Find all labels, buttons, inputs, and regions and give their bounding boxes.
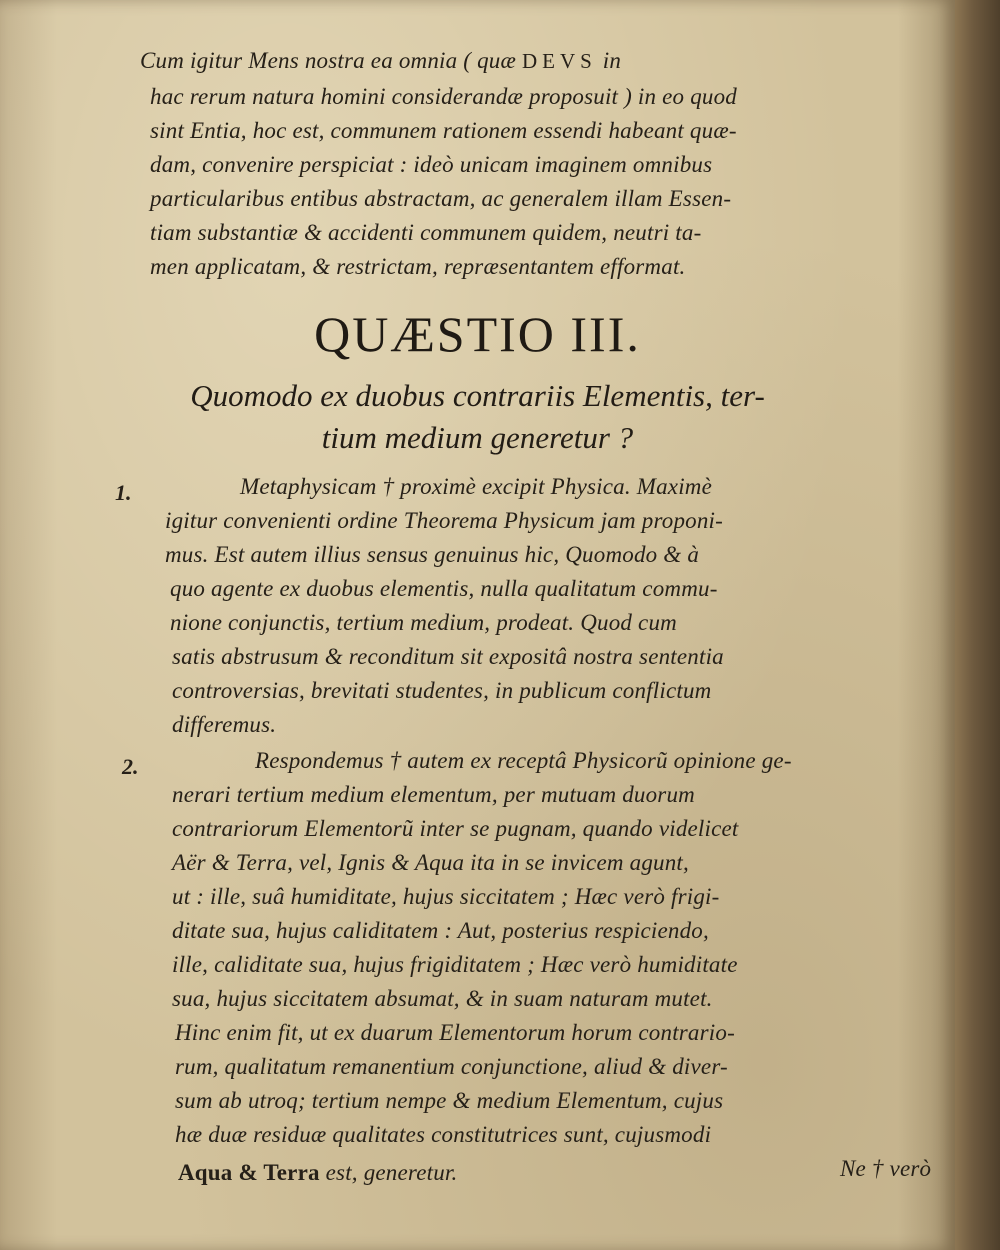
para2-line: Aër & Terra, vel, Ignis & Aqua ita in se invicem agunt, [172,850,689,875]
intro-line: sint Entia, hoc est, communem rationem essendi habeant quæ- [150,118,737,143]
para2-line: Hinc enim fit, ut ex duarum Elementorum horum contrario- [175,1020,735,1045]
para2-line: ditate sua, hujus caliditatem : Aut, posterius respiciendo, [172,918,709,943]
para2-line: ille, caliditate sua, hujus frigiditatem ; Hæc verò humiditate [172,952,738,977]
para2-line: hæ duæ residuæ qualitates constitutrices sunt, cujusmodi [175,1122,712,1147]
para2-line: sum ab utroq; tertium nempe & medium Elementum, cujus [175,1088,724,1113]
question-heading: QUÆSTIO III. [314,306,641,362]
para2-line: nerari tertium medium elementum, per mutuam duorum [172,782,695,807]
para1-line: quo agente ex duobus elementis, nulla qualitatum commu- [170,576,718,601]
para1-line: differemus. [172,712,277,737]
question-subtitle-line: tium medium generetur ? [321,420,634,455]
intro-line: particularibus entibus abstractam, ac generalem illam Essen- [150,186,732,211]
intro-line: hac rerum natura homini considerandæ proposuit ) in eo quod [150,84,737,109]
para2-line: rum, qualitatum remanentium conjunctione, aliud & diver- [175,1054,728,1079]
para1-line: satis abstrusum & reconditum sit expositâ nostra sententia [172,644,724,669]
para1-line: controversias, brevitati studentes, in publicum conflictum [172,678,712,703]
para1-line: igitur convenienti ordine Theorema Physicum jam proponi- [165,508,724,533]
para2-line: contrariorum Elementorũ inter se pugnam, quando videlicet [172,816,739,841]
page-edge [955,0,1000,1250]
paragraph-number: 2. [122,754,139,779]
para2-line: ut : ille, suâ humiditate, hujus siccitatem ; Hæc verò frigi- [172,884,720,909]
para1-line: nione conjunctis, tertium medium, prodeat. Quod cum [170,610,677,635]
intro-line: dam, convenire perspiciat : ideò unicam imaginem omnibus [150,152,713,177]
intro-line: tiam substantiæ & accidenti communem quidem, neutri ta- [150,220,702,245]
para2-line: Respondemus † autem ex receptâ Physicorũ opinione ge- [255,748,792,773]
paragraph-number: 1. [115,480,132,505]
catchword: Ne † verò [840,1156,932,1181]
intro-line: men applicatam, & restrictam, repræsentantem efformat. [150,254,686,279]
para2-line: sua, hujus siccitatem absumat, & in suam naturam mutet. [172,986,713,1011]
para1-line: mus. Est autem illius sensus genuinus hic, Quomodo & à [165,542,700,567]
intro-line: Cum igitur Mens nostra ea omnia ( quæ DEVS in [140,48,622,73]
question-subtitle-line: Quomodo ex duobus contrariis Elementis, ter- [190,378,765,413]
para2-last-line: Aqua & Terra est, generetur. [178,1160,458,1185]
para1-line: Metaphysicam † proximè excipit Physica. Maximè [240,474,713,499]
